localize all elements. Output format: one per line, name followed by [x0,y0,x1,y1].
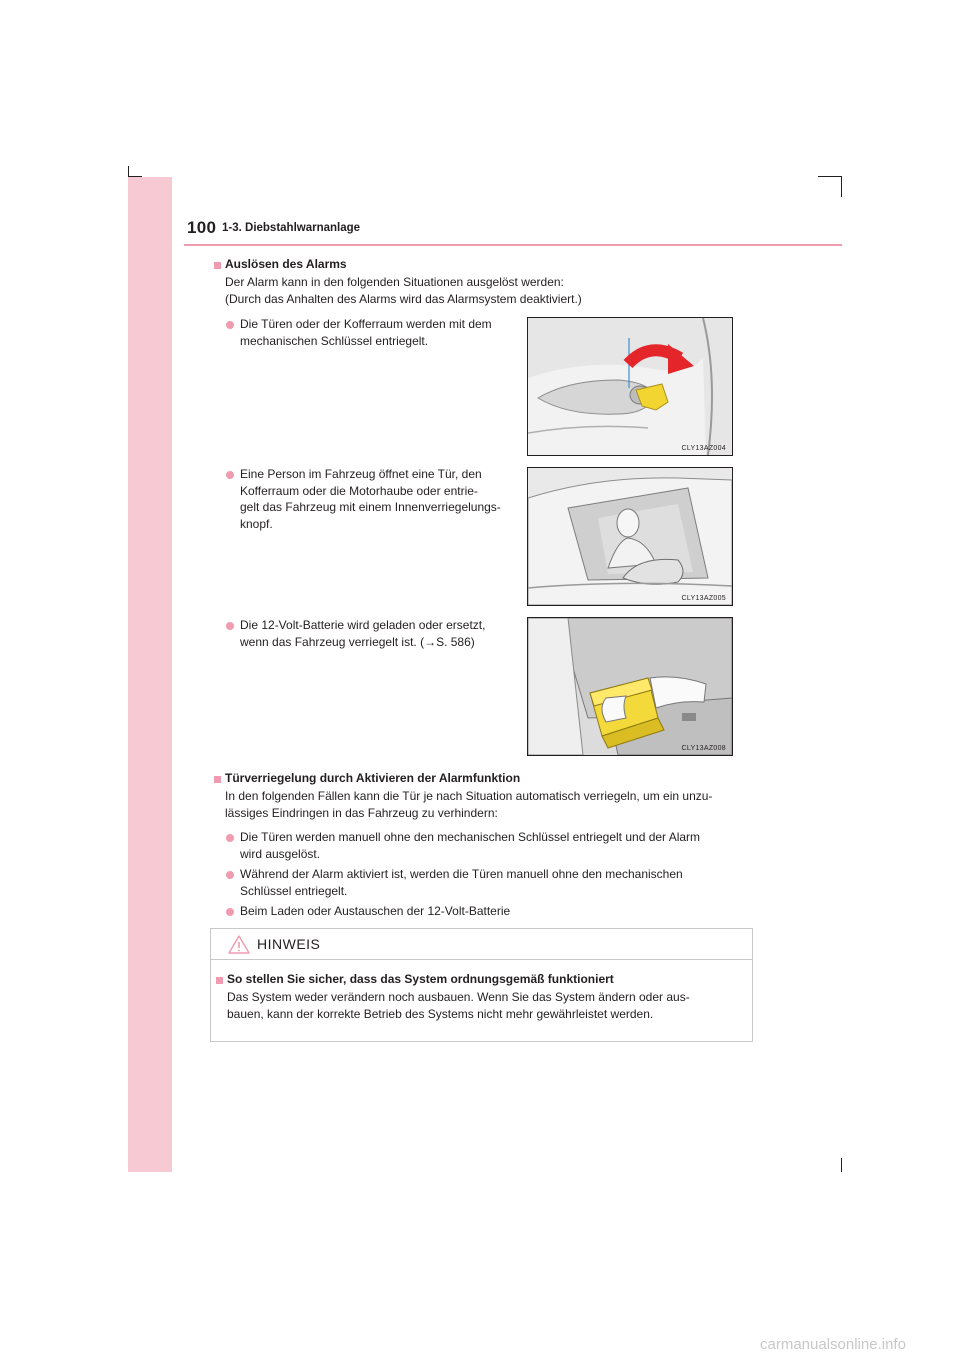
warning-triangle-icon [228,935,250,954]
figure-code: CLY13AZ008 [681,745,726,752]
section1-intro-line: (Durch das Anhalten des Alarms wird das Alarmsystem deaktiviert.) [225,292,582,306]
list-item-text [240,903,510,920]
list-item-line: wird ausgelöst. [240,846,321,861]
crop-mark-top-right-v [841,176,842,197]
crop-mark-bottom-right-v [841,1158,842,1172]
list-item-line: gelt das Fahrzeug mit einem Innenverriegelungs- [240,500,501,514]
figure-code: CLY13AZ005 [681,595,726,602]
section-heading-auto-lock: Türverriegelung durch Aktivieren der Alarmfunktion [225,771,521,785]
list-item-line: knopf. [240,516,273,531]
list-item-line: wenn das Fahrzeug verriegelt ist. (→S. 586) [240,634,475,649]
square-bullet-icon [216,977,223,984]
round-bullet-icon [226,471,234,479]
crop-mark-top-right-h [818,176,842,177]
figure-person-in-car [527,467,733,606]
notice-line: Das System weder verändern noch ausbauen. Wenn Sie das System ändern oder aus- [227,990,690,1004]
list-item-line: mechanischen Schlüssel entriegelt. [240,333,429,348]
list-item-line: Die Türen oder der Kofferraum werden mit dem [240,317,492,331]
list-item-line: Die 12-Volt-Batterie wird geladen oder ersetzt, [240,618,486,632]
square-bullet-icon [214,262,221,269]
chapter-sidebar [128,177,172,1172]
section1-intro-line: Der Alarm kann in den folgenden Situationen ausgelöst werden: [225,275,564,289]
figure-door-handle-key [527,317,733,456]
figure-battery-replacement [527,617,733,756]
list-item-line: Beim Laden oder Austauschen der 12-Volt-Batterie [240,904,511,918]
watermark-text: carmanualsonline.info [760,1336,906,1353]
round-bullet-icon [226,908,234,916]
notice-divider [211,959,752,960]
round-bullet-icon [226,321,234,329]
figure-code: CLY13AZ004 [681,445,726,452]
round-bullet-icon [226,622,234,630]
list-item-text [240,866,751,899]
list-item-text [240,316,515,349]
list-item-line: Eine Person im Fahrzeug öffnet eine Tür, den [240,467,482,481]
section2-intro-line: lässiges Eindringen in das Fahrzeug zu verhindern: [225,806,498,820]
section-heading-alarm-trigger: Auslösen des Alarms [225,257,347,271]
page-number: 100 [187,218,217,237]
door-handle-illustration [528,318,732,455]
list-item-text [240,829,751,862]
square-bullet-icon [214,776,221,783]
list-item-line: Die Türen werden manuell ohne den mechanischen Schlüssel entriegelt und der Alarm [240,830,701,844]
round-bullet-icon [226,871,234,879]
car-interior-illustration [528,468,732,605]
section2-intro-line: In den folgenden Fällen kann die Tür je nach Situation automatisch verriegeln, um ein unzu- [225,789,713,803]
list-item-text [240,617,515,650]
section-title: 1-3. Diebstahlwarnanlage [222,222,361,234]
list-item-text [240,466,515,532]
notice-line: bauen, kann der korrekte Betrieb des Systems nicht mehr gewährleistet werden. [227,1006,654,1021]
list-item-line: Kofferraum oder die Motorhaube oder entrie- [240,483,478,498]
round-bullet-icon [226,834,234,842]
notice-title: HINWEIS [257,936,321,952]
notice-box [210,928,753,1042]
list-item-line: Während der Alarm aktiviert ist, werden die Türen manuell ohne den mechanischen [240,867,683,881]
crop-mark-top-left-h [128,176,142,177]
list-item-line: Schlüssel entriegelt. [240,883,348,898]
header-rule [184,244,842,246]
crop-mark-top-left-v [128,166,129,177]
notice-body [227,989,741,1022]
notice-heading: So stellen Sie sicher, dass das System ordnungsgemäß funktioniert [227,972,614,986]
trunk-battery-illustration [528,618,732,755]
